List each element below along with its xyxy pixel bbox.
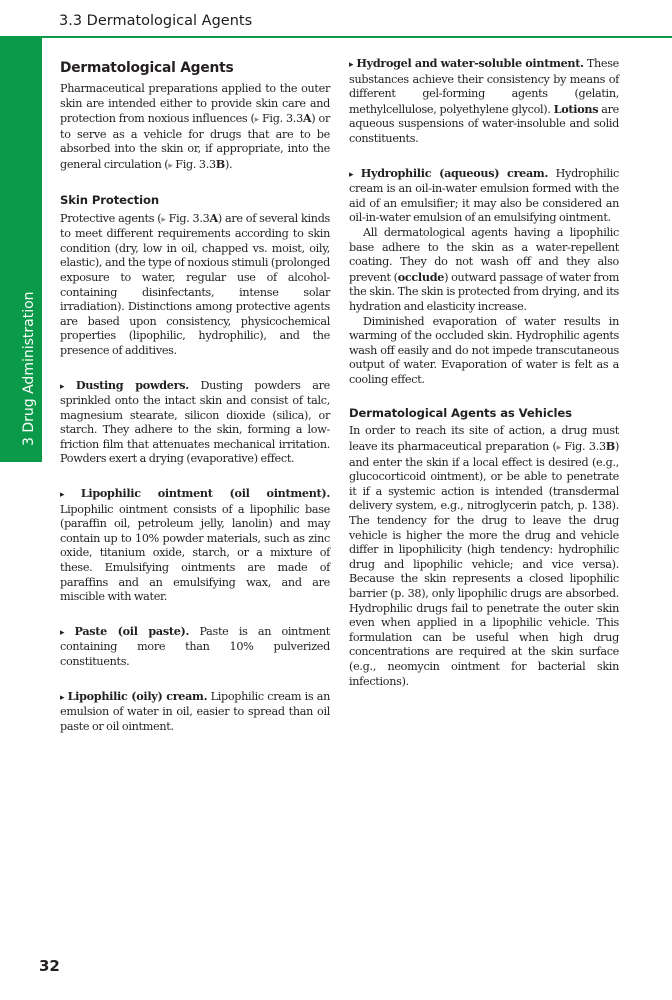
page-number: 32 (39, 957, 60, 975)
figure-ref-icon: ▸ (168, 160, 173, 171)
figure-ref-icon: ▸ (556, 443, 561, 454)
lipophilic-cream-paragraph: ▸ Lipophilic (oily) cream. Lipophilic cream is an emulsion of water in oil, easier to spread than oil paste or oil ointment. (60, 688, 330, 733)
header-rule (0, 36, 672, 38)
vehicles-paragraph: In order to reach its site of action, a drug must leave its pharmaceutical preparation (▸ Fig. 3.3B) and enter the skin if a local effect is desired (e.g., glucocorticoid ointment), or be able to penetrate it if a systemic action is intended (transdermal delivery system, e.g., nitroglycerin patch, p. 138). The tendency for the drug to leave the drug vehicle is higher the more the drug and vehicle differ in lipophilicity (high tendency: hydrophilic drug and lipophilic vehicle; and vice versa). Because the skin represents a closed lipophilic barrier (p. 38), only lipophilic drugs are absorbed. Hydrophilic drugs fail to penetrate the outer skin even when applied in a lipophilic vehicle. This formulation can be useful when high drug concentrations are required at the skin surface (e.g., neomycin ointment for bacterial skin infections). (349, 424, 620, 688)
bullet-triangle-icon: ▸ (60, 381, 65, 392)
bullet-triangle-icon: ▸ (60, 692, 65, 703)
skin-protection-paragraph: Protective agents (▸ Fig. 3.3A) are of several kinds to meet different requirements according to skin condition (dry, low in oil, chapped vs. moist, oily, elastic), and the type of noxious stimuli (prolonged exposure to water, regular use of alcohol-containing disinfectants, intense solar irradiation). Distinctions among protective agents are based upon consistency, physicochemical properties (lipophilic, hydrophilic), and the presence of additives. (60, 210, 330, 357)
bullet-triangle-icon: ▸ (60, 627, 65, 638)
vehicles-heading: Dermatological Agents as Vehicles (349, 406, 572, 421)
main-heading: Dermatological Agents (60, 60, 234, 76)
evaporation-paragraph: Diminished evaporation of water results in warming of the occluded skin. Hydrophilic agents wash off easily and do not impede transcutaneous output of water. Evaporation of water is felt as a cooling effect. (349, 314, 619, 386)
skin-protection-heading: Skin Protection (60, 192, 160, 207)
bullet-triangle-icon: ▸ (349, 60, 354, 70)
lipophilic-base-paragraph: All dermatological agents having a lipophilic base adhere to the skin as a water-repellent coating. They do not wash off and they also prevent (occlude) outward passage of water from the skin. The skin is protected from drying, and its hydration and elasticity increase. (349, 225, 619, 313)
hydrophilic-cream-paragraph: ▸ Hydrophilic (aqueous) cream. Hydrophilic cream is an oil-in-water emulsion formed with the aid of an emulsifier; it may also be considered an oil-in-water emulsion of an emulsifying ointment. (349, 165, 619, 225)
dusting-powders-paragraph: ▸ Dusting powders. Dusting powders are sprinkled onto the intact skin and consist of talc, magnesium stearate, silicon dioxide (silica), or starch. They adhere to the skin, forming a low-friction film that attenuates mechanical irritation. Powders exert a drying (evaporative) effect. (60, 377, 330, 466)
hydrogel-paragraph: ▸ Hydrogel and water-soluble ointment. These substances achieve their consistency by means of different gel-forming agents (gelatin, methylcellulose, polyethylene glycol). Lotions are aqueous suspensions of water-insoluble and solid constituents. (349, 56, 619, 145)
chapter-side-label: 3 Drug Administration (21, 291, 37, 446)
intro-paragraph: Pharmaceutical preparations applied to the outer skin are intended either to provide skin care and protection from noxious influences (▸ Fig. 3.3A) or to serve as a vehicle for drugs that are to be absorbed into the skin or, if appropriate, into the general circulation (▸ Fig. 3.3B). (60, 82, 330, 171)
bullet-triangle-icon: ▸ (60, 490, 65, 501)
right-column (349, 56, 619, 689)
figure-ref-icon: ▸ (161, 214, 166, 225)
bullet-triangle-icon: ▸ (349, 169, 354, 180)
figure-ref-icon: ▸ (254, 115, 259, 126)
left-column (60, 56, 330, 734)
section-header: 3.3 Dermatological Agents (59, 13, 253, 29)
lipophilic-ointment-paragraph: ▸ Lipophilic ointment (oil ointment). Lipophilic ointment consists of a lipophilic base (paraffin oil, petroleum jelly, lanolin) and may contain up to 10% powder materials, such as zinc oxide, titanium oxide, starch, or a mixture of these. Emulsifying ointments are made of paraffins and an emulsifying wax, and are miscible with water. (60, 486, 330, 604)
paste-paragraph: ▸ Paste (oil paste). Paste is an ointment containing more than 10% pulverized constituents. (60, 623, 330, 668)
